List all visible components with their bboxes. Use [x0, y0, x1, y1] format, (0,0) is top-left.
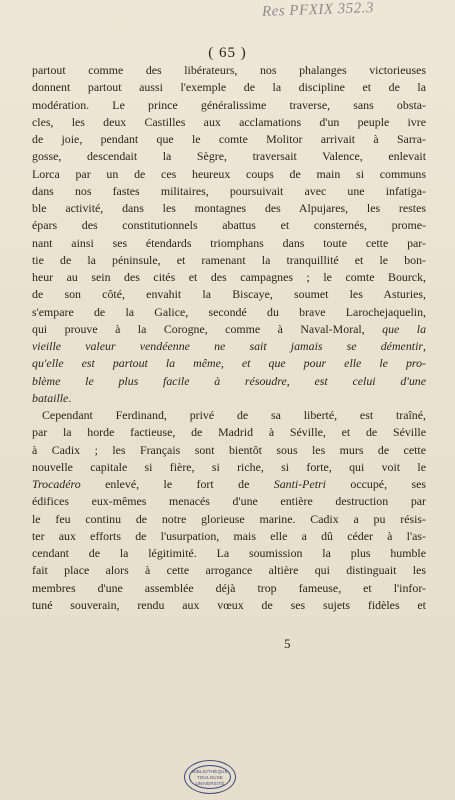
text-line	[32, 355, 426, 372]
text-line	[32, 459, 426, 476]
text-line	[32, 304, 426, 321]
text-line	[32, 148, 426, 165]
text-segment: dans nos fastes militaires, poursuivait avec une infatiga-	[32, 183, 426, 198]
text-line	[32, 252, 426, 269]
text-line	[32, 511, 426, 528]
italic-text: est celui d'une	[314, 373, 426, 388]
text-line	[32, 62, 426, 79]
italic-text: blème le plus facile à résoudre	[32, 373, 287, 388]
stamp-line: UNIVERSITÉ	[195, 781, 225, 786]
text-segment: tie de la péninsule, et ramenant la tranquillité et le bon-	[32, 252, 426, 267]
text-segment: ,	[220, 356, 242, 371]
text-line	[32, 390, 426, 407]
text-segment: heur au sein des cités et des campagnes ; le comte Bourck,	[32, 270, 426, 284]
text-segment: nant ainsi ses étendards triomphans dans toute cette par-	[32, 235, 426, 250]
text-segment: gosse, descendait la Sègre, traversait Valence, enlevait	[32, 149, 426, 164]
text-segment: de son côté, envahit la Biscaye, soumet les Asturies,	[32, 287, 426, 302]
text-line	[32, 424, 426, 441]
text-segment: donnent partout aussi l'exemple de la discipline et de la	[32, 80, 426, 95]
text-line	[32, 580, 426, 597]
stamp-line: BIBLIOTHÈQUE	[192, 769, 228, 774]
text-segment: à Cadix ; les Français sont bientôt sous les murs de cette	[32, 442, 426, 457]
text-line	[32, 286, 426, 303]
text-line	[32, 235, 426, 252]
text-segment: ,	[286, 373, 315, 388]
text-segment: Cependant Ferdinand, privé de sa liberté, est traîné,	[42, 408, 426, 422]
italic-text: qu'elle est partout la même	[32, 356, 221, 371]
stamp-line: TOULOUSE	[196, 775, 224, 780]
text-segment: fait place alors à cette arrogance altière qui distinguait les	[32, 563, 426, 578]
text-segment: occupé, ses	[325, 477, 426, 491]
italic-text: vieille valeur vendéenne ne sait jamais se démentir	[32, 339, 424, 353]
text-line	[32, 114, 426, 131]
text-line	[32, 200, 426, 217]
italic-text: Santi-Petri	[273, 477, 326, 491]
text-segment: enlevé, le fort de	[80, 477, 274, 491]
page-number: ( 65 )	[208, 45, 247, 61]
text-line	[32, 545, 426, 562]
italic-text: Trocadéro	[32, 477, 81, 491]
text-line	[32, 217, 426, 234]
text-segment: ble activité, dans les montagnes des Alpujares, les restes	[32, 201, 426, 215]
text-segment: tuné souverain, rendu aux vœux de ses sujets fidèles et	[32, 597, 426, 612]
text-segment: ter aux efforts de l'usurpation, mais elle a dû céder à l'as-	[32, 528, 426, 543]
text-segment: de joie, pendant que le comte Molitor arrivait à Sarra-	[32, 132, 426, 146]
body-text	[32, 62, 426, 614]
text-line	[32, 442, 426, 459]
text-line	[32, 166, 426, 183]
shelfmark-annotation: Res PFXIX 352.3	[261, 0, 375, 20]
text-segment: épars des constitutionnels abattus et consternés, prome-	[32, 218, 426, 233]
text-segment: nouvelle capitale si fière, si riche, si forte, qui voit le	[32, 459, 426, 474]
text-segment: Lorca par un de ces heureux coups de main si communs	[32, 166, 426, 181]
text-line	[32, 79, 426, 96]
text-line	[32, 407, 426, 424]
text-segment: modération. Le prince généralissime traverse, sans obsta-	[32, 97, 426, 112]
italic-text: et que pour elle le pro-	[241, 356, 426, 371]
text-line	[32, 321, 426, 338]
text-segment: cles, les deux Castilles aux acclamations d'un peuple ivre	[32, 114, 426, 129]
text-segment: le feu continu de notre glorieuse marine. Cadix a pu résis-	[32, 511, 426, 526]
text-segment: édifices eux-mêmes menacés d'une entière destruction par	[32, 494, 426, 509]
text-line	[32, 597, 426, 614]
italic-text: bataille	[32, 390, 69, 405]
text-line	[32, 131, 426, 148]
text-line	[32, 183, 426, 200]
italic-text: que la	[382, 321, 427, 336]
text-segment: partout comme des libérateurs, nos phalanges victorieuses	[32, 63, 426, 77]
text-segment: qui prouve à la Corogne, comme à Naval-Moral,	[32, 321, 383, 336]
text-line	[32, 493, 426, 510]
text-segment: .	[68, 390, 72, 405]
signature-mark: 5	[284, 636, 291, 651]
text-segment: s'empare de la Galice, secondé du brave Larochejaquelin,	[32, 304, 426, 319]
text-segment: ,	[423, 339, 426, 353]
text-line	[32, 562, 426, 579]
text-line	[32, 269, 426, 286]
text-segment: membres d'une assemblée déjà trop fameuse, et l'infor-	[32, 580, 426, 595]
library-stamp	[184, 760, 236, 794]
text-line	[32, 338, 426, 355]
text-segment: par la horde factieuse, de Madrid à Séville, et de Séville	[32, 425, 426, 440]
text-segment: cendant de la légitimité. La soumission la plus humble	[32, 546, 426, 560]
text-line	[32, 528, 426, 545]
text-line	[32, 97, 426, 114]
text-line	[32, 373, 426, 390]
text-line	[32, 476, 426, 493]
